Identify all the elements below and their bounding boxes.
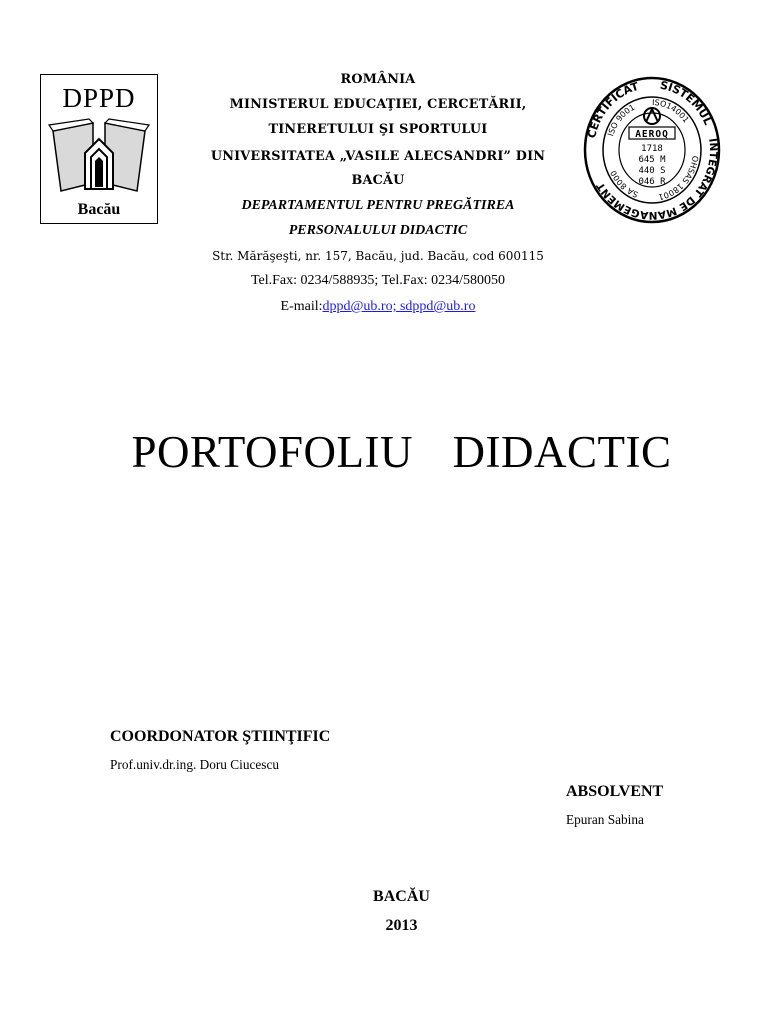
- header-phone: Tel.Fax: 0234/588935; Tel.Fax: 0234/580050: [250, 273, 506, 288]
- header-department-cont: PERSONALULUI DIDACTIC: [288, 223, 468, 238]
- footer-year: 2013: [385, 917, 418, 934]
- seal-inner-bottom: OHSAS 18001: [657, 155, 700, 202]
- graduate-name: Epuran Sabina: [566, 812, 644, 827]
- header-country: ROMÂNIA: [340, 72, 416, 87]
- seal-brand: AEROQ: [635, 129, 669, 140]
- logo-city: Bacău: [77, 201, 121, 218]
- email-link[interactable]: dppd@ub.ro; sdppd@ub.ro: [322, 299, 476, 314]
- header-address: Str. Mărăşeşti, nr. 157, Bacău, jud. Bacău, cod 600115: [212, 249, 544, 263]
- header-university: UNIVERSITATEA „VASILE ALECSANDRI” DIN: [210, 149, 546, 164]
- certification-seal-icon: [583, 76, 721, 224]
- book-emblem-icon: [47, 115, 151, 199]
- coordinator-label: COORDONATOR ŞTIINŢIFIC: [110, 728, 331, 745]
- seal-inner-left: SA 8000: [608, 168, 640, 200]
- seal-inner-right: ISO14001: [651, 97, 691, 125]
- header-ministry-cont: TINERETULUI ŞI SPORTULUI: [268, 122, 488, 137]
- seal-code-2: 645 M: [638, 155, 666, 165]
- document-title: PORTOFOLIU DIDACTIC: [131, 427, 672, 477]
- header-university-city: BACĂU: [351, 173, 405, 188]
- seal-ring-right: SISTEMUL: [658, 78, 715, 128]
- footer-city: BACĂU: [373, 888, 430, 905]
- coordinator-name: Prof.univ.dr.ing. Doru Ciucescu: [110, 757, 280, 772]
- graduate-label: ABSOLVENT: [566, 783, 664, 800]
- email-label: E-mail:: [280, 299, 323, 314]
- header-department: DEPARTAMENTUL PENTRU PREGĂTIREA: [241, 198, 515, 213]
- seal-code-1: 1718: [641, 144, 663, 154]
- seal-code-4: 046 R: [638, 177, 666, 187]
- logo-title: DPPD: [62, 83, 136, 113]
- seal-ring-top: CERTIFICAT: [585, 79, 641, 140]
- header-ministry: MINISTERUL EDUCAŢIEI, CERCETĂRII,: [229, 97, 527, 112]
- seal-code-3: 440 S: [638, 166, 666, 176]
- seal-ring-bottom: INTEGRAT DE MANAGEMENT: [594, 137, 720, 222]
- dppd-logo: [40, 74, 158, 224]
- seal-inner-top: ISO 9001: [606, 102, 637, 138]
- header-email: [200, 300, 556, 314]
